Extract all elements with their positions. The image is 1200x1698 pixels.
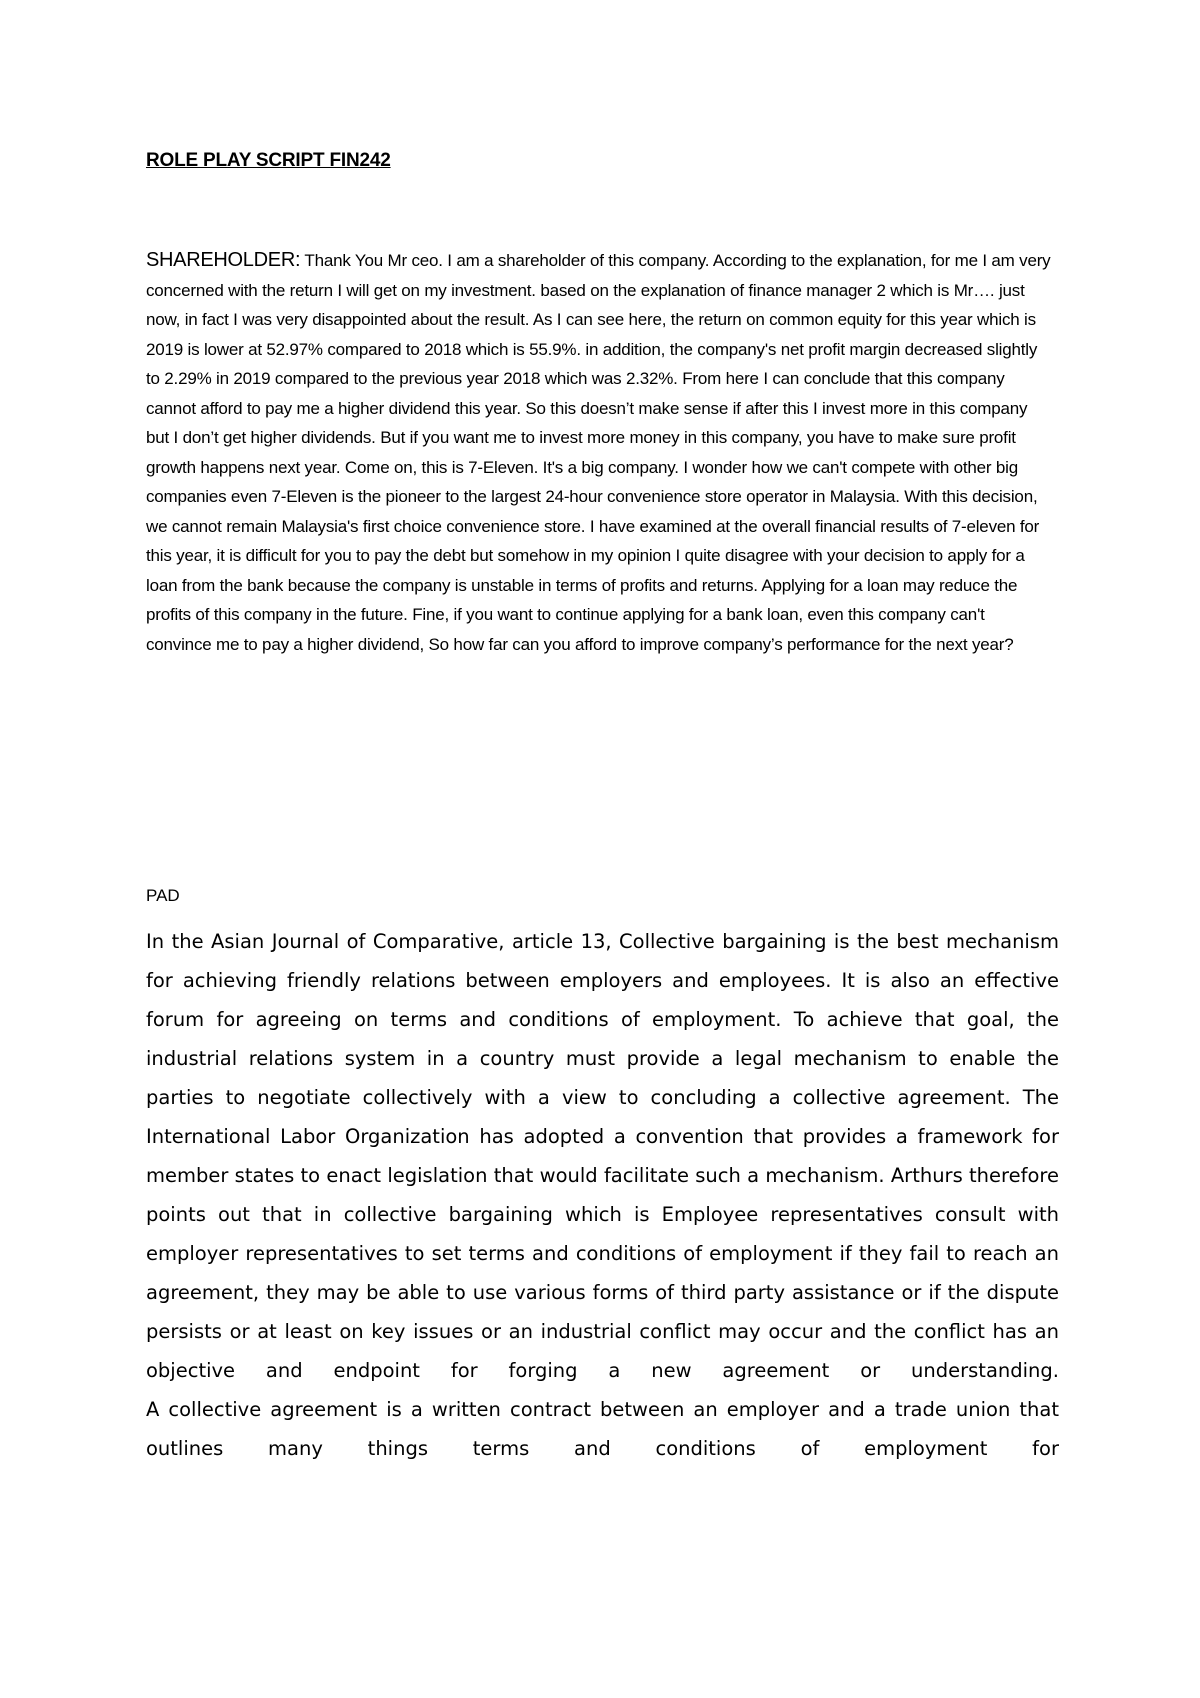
- pad-heading: PAD: [146, 886, 180, 905]
- pad-section: [146, 922, 1059, 1468]
- pad-paragraph-2: A collective agreement is a written contract between an employer and a trade union that outlines many things terms and conditions of employment for: [146, 1398, 1059, 1460]
- shareholder-text: Thank You Mr ceo. I am a shareholder of this company. According to the explanation, for me I am very concerned with the return I will get on my investment. based on the explanation of finance manager 2 which is Mr…. just now, in fact I was very disappointed about the result. As I can see here, the return on common equity for this year which is 2019 is lower at 52.97% compared to 2018 which is 55.9%. in addition, the company's net profit margin decreased slightly to 2.29% in 2019 compared to the previous year 2018 which was 2.32%. From here I can conclude that this company cannot afford to pay me a higher dividend this year. So this doesn’t make sense if after this I invest more in this company but I don’t get higher dividends. But if you want me to invest more money in this company, you have to make sure profit growth happens next year. Come on, this is 7-Eleven. It's a big company. I wonder how we can't compete with other big companies even 7-Eleven is the pioneer to the largest 24-hour convenience store operator in Malaysia. With this decision, we cannot remain Malaysia's first choice convenience store. I have examined at the overall financial results of 7-eleven for this year, it is difficult for you to pay the debt but somehow in my opinion I quite disagree with your decision to apply for a loan from the bank because the company is unstable in terms of profits and returns. Applying for a loan may reduce the profits of this company in the future. Fine, if you want to continue applying for a bank loan, even this company can't convince me to pay a higher dividend, So how far can you afford to improve company’s performance for the next year?: [146, 251, 1051, 654]
- document-title: ROLE PLAY SCRIPT FIN242: [146, 150, 391, 171]
- shareholder-paragraph: [146, 246, 1051, 659]
- pad-paragraph-1: In the Asian Journal of Comparative, article 13, Collective bargaining is the best mechanism for achieving friendly relations between employers and employees. It is also an effective forum for agreeing on terms and conditions of employment. To achieve that goal, the industrial relations system in a country must provide a legal mechanism to enable the parties to negotiate collectively with a view to concluding a collective agreement. The International Labor Organization has adopted a convention that provides a framework for member states to enact legislation that would facilitate such a mechanism. Arthurs therefore points out that in collective bargaining which is Employee representatives consult with employer representatives to set terms and conditions of employment if they fail to reach an agreement, they may be able to use various forms of third party assistance or if the dispute persists or at least on key issues or an industrial conflict may occur and the conflict has an objective and endpoint for forging a new agreement or understanding.: [146, 930, 1059, 1382]
- speaker-label: SHAREHOLDER:: [146, 249, 301, 271]
